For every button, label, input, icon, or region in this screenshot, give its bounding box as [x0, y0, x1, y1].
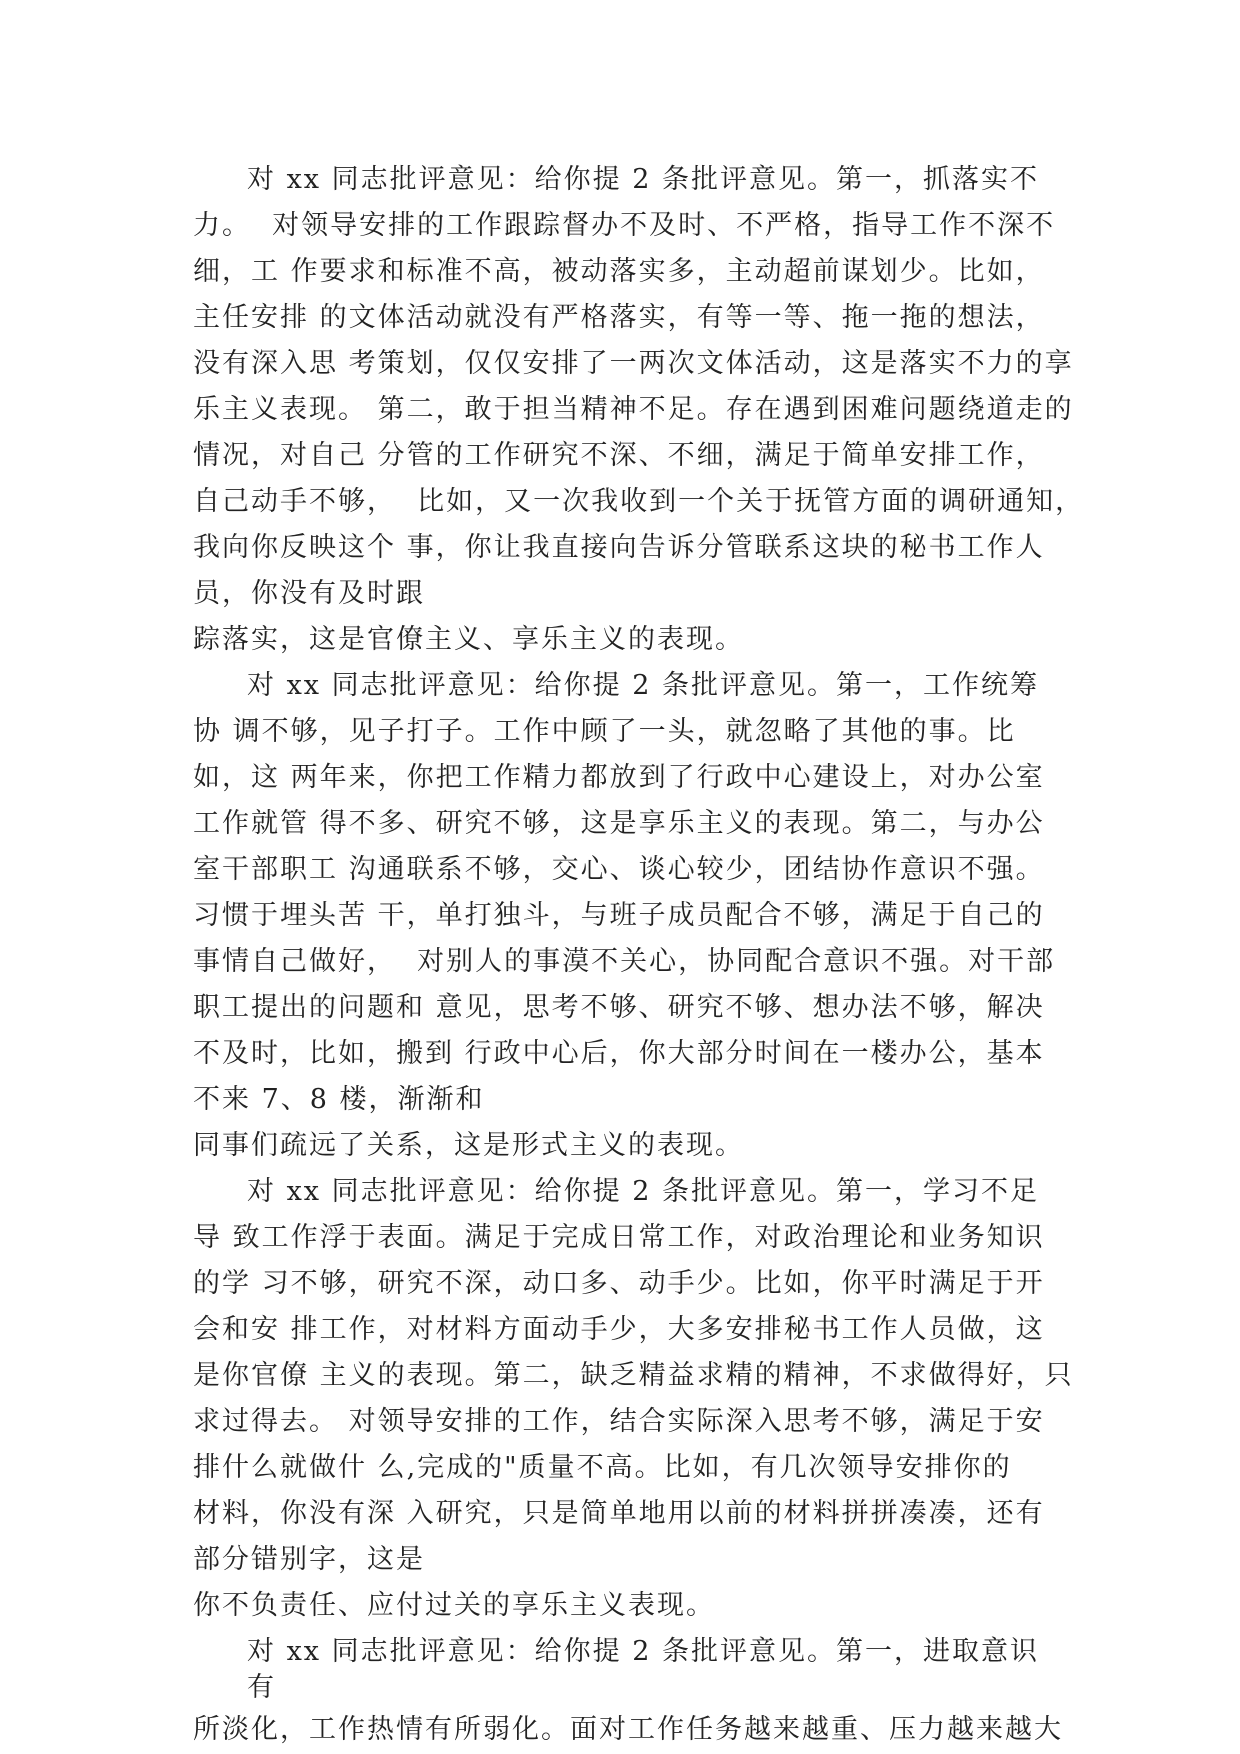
- text-line: 踪落实，这是官僚主义、享乐主义的表现。: [193, 624, 744, 655]
- text-line: 事情自己做好， 对别人的事漠不关心，协同配合意识不强。对干部: [193, 946, 1056, 977]
- text-line: 导 致工作浮于表面。满足于完成日常工作，对政治理论和业务知识: [193, 1222, 1045, 1253]
- text-line: 会和安 排工作，对材料方面动手少，大多安排秘书工作人员做，这: [193, 1314, 1045, 1345]
- text-line: 情况，对自己 分管的工作研究不深、不细，满足于简单安排工作，: [193, 440, 1045, 471]
- text-line: 员，你没有及时跟: [193, 578, 425, 609]
- text-line: 同事们疏远了关系，这是形式主义的表现。: [193, 1130, 744, 1161]
- text-line: 室干部职工 沟通联系不够，交心、谈心较少，团结协作意识不强。: [193, 854, 1045, 885]
- text-line: 对 xx 同志批评意见：给你提 2 条批评意见。第一，进取意识: [247, 1636, 1039, 1667]
- text-line: 你不负责任、应付过关的享乐主义表现。: [193, 1590, 715, 1621]
- text-line: 排什么就做什 么,完成的"质量不高。比如，有几次领导安排你的: [193, 1452, 1012, 1483]
- text-line: 对 xx 同志批评意见：给你提 2 条批评意见。第一，工作统筹: [247, 670, 1039, 701]
- text-line: 所淡化，工作热情有所弱化。面对工作任务越来越重、压力越来越大: [193, 1714, 1063, 1745]
- text-line: 协 调不够，见子打子。工作中顾了一头，就忽略了其他的事。比: [193, 716, 1016, 747]
- text-line: 力。 对领导安排的工作跟踪督办不及时、不严格，指导工作不深不: [193, 210, 1056, 241]
- text-line: 主任安排 的文体活动就没有严格落实，有等一等、拖一拖的想法，: [193, 302, 1045, 333]
- text-line: 部分错别字，这是: [193, 1544, 425, 1575]
- text-line: 自己动手不够， 比如，又一次我收到一个关于抚管方面的调研通知，: [193, 486, 1085, 517]
- text-line: 的学 习不够，研究不深，动口多、动手少。比如，你平时满足于开: [193, 1268, 1045, 1299]
- text-line: 材料，你没有深 入研究，只是简单地用以前的材料拼拼凑凑，还有: [193, 1498, 1045, 1529]
- text-line: 不及时，比如，搬到 行政中心后，你大部分时间在一楼办公，基本: [193, 1038, 1045, 1069]
- text-line: 工作就管 得不多、研究不够，这是享乐主义的表现。第二，与办公: [193, 808, 1045, 839]
- text-line: 是你官僚 主义的表现。第二，缺乏精益求精的精神，不求做得好，只: [193, 1360, 1074, 1391]
- text-line: 没有深入思 考策划，仅仅安排了一两次文体活动，这是落实不力的享: [193, 348, 1074, 379]
- text-line: 职工提出的问题和 意见，思考不够、研究不够、想办法不够，解决: [193, 992, 1045, 1023]
- text-line: 习惯于埋头苦 干，单打独斗，与班子成员配合不够，满足于自己的: [193, 900, 1045, 931]
- text-line: 我向你反映这个 事，你让我直接向告诉分管联系这块的秘书工作人: [193, 532, 1045, 563]
- text-line: 乐主义表现。 第二，敢于担当精神不足。存在遇到困难问题绕道走的: [193, 394, 1074, 425]
- text-line: 求过得去。 对领导安排的工作，结合实际深入思考不够，满足于安: [193, 1406, 1045, 1437]
- text-line: 有: [247, 1672, 276, 1703]
- text-line: 细，工 作要求和标准不高，被动落实多，主动超前谋划少。比如，: [193, 256, 1045, 287]
- text-line: 对 xx 同志批评意见：给你提 2 条批评意见。第一，学习不足: [247, 1176, 1039, 1207]
- text-line: 如，这 两年来，你把工作精力都放到了行政中心建设上，对办公室: [193, 762, 1045, 793]
- text-line: 对 xx 同志批评意见：给你提 2 条批评意见。第一，抓落实不: [247, 164, 1039, 195]
- text-line: 不来 7、8 楼，渐渐和: [193, 1084, 485, 1115]
